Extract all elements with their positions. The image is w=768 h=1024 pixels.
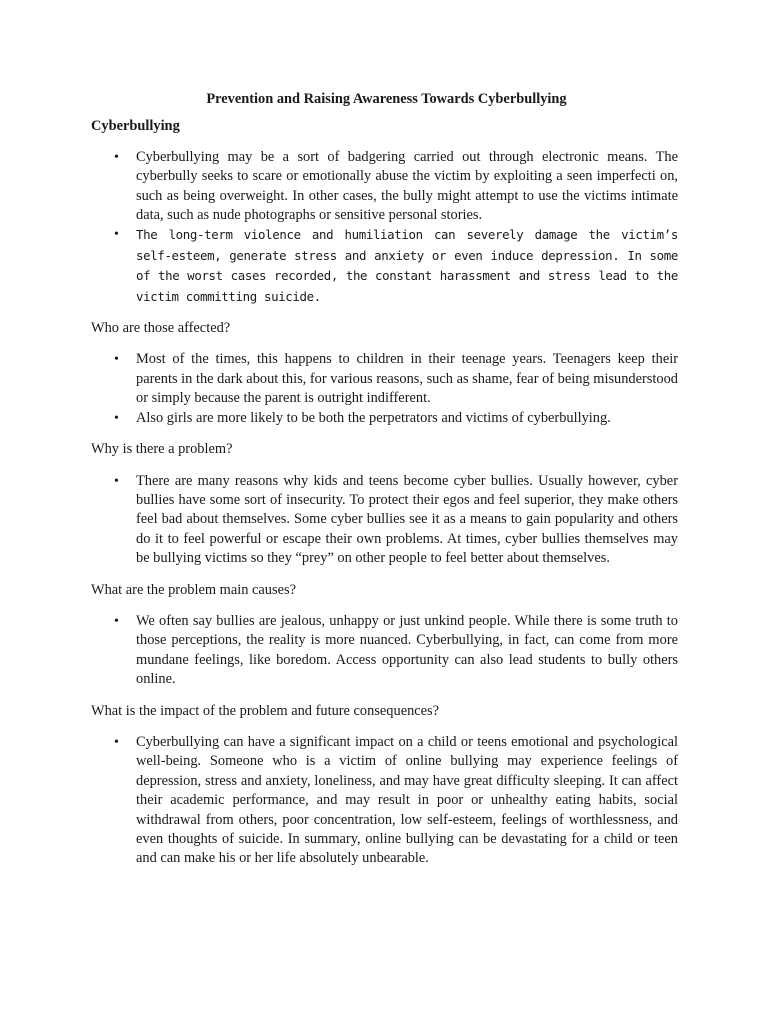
impact-bullet-list	[91, 733, 678, 869]
question-heading-causes: What are the problem main causes?	[91, 581, 296, 598]
list-item	[91, 733, 678, 869]
bullet-dot: •	[114, 352, 119, 368]
problem-bullet-list	[91, 472, 678, 569]
bullet-dot: •	[114, 410, 119, 426]
list-item	[91, 225, 678, 307]
bullet-dot: •	[114, 149, 119, 165]
bullet-dot: •	[114, 613, 119, 629]
bullet-text: Cyberbullying can have a significant impact on a child or teens emotional and psychological well-being. Someone who is a victim of online bullying may experience feelings of depression, stress and anxiety, loneliness, and may have great difficulty sleeping. It can affect their academic performance, and may result in poor or unhealthy eating habits, social withdrawal from others, poor concentration, low self-esteem, feelings of worthlessness, and even thoughts of suicide. In summary, online bullying can be devastating for a child or teen and can make his or her life absolutely unbearable.	[136, 733, 678, 867]
bullet-text: Also girls are more likely to be both the perpetrators and victims of cyberbullying.	[136, 409, 611, 426]
list-item	[91, 350, 678, 408]
document-title: Prevention and Raising Awareness Towards Cyberbullying	[206, 91, 567, 107]
question-heading-impact: What is the impact of the problem and future consequences?	[91, 702, 440, 719]
question-heading-affected: Who are those affected?	[91, 320, 231, 337]
bullet-text: There are many reasons why kids and teens become cyber bullies. Usually however, cyber bullies have some sort of insecurity. To protect their egos and feel superior, they make others feel bad about themselves. Some cyber bullies see it as a means to gain popularity and others do it to feel powerful or escape their own problems. At times, cyber bullies themselves may be bullying victims so they “prey” on other people to feel better about themselves.	[136, 472, 678, 567]
document-page	[91, 90, 678, 881]
bullet-text: Most of the times, this happens to children in their teenage years. Teenagers keep their parents in the dark about this, for various reasons, such as shame, fear of being misunderstood or simply because the parent is outright indifferent.	[136, 351, 678, 407]
causes-bullet-list	[91, 612, 678, 690]
bullet-text: Cyberbullying may be a sort of badgering carried out through electronic means. The cyberbully seeks to scare or emotionally abuse the victim by exploiting a seen imperfecti on, such as being overweight. In other cases, the bully might attempt to use the victims intimate data, such as nude photographs or sensitive personal stories.	[136, 148, 678, 224]
bullet-dot: •	[114, 473, 119, 489]
list-item	[91, 612, 678, 690]
section-heading: Cyberbullying	[91, 118, 180, 135]
bullet-dot: •	[114, 734, 119, 750]
bullet-text: The long-term violence and humiliation can severely damage the victim’s self-esteem, generate stress and anxiety or even induce depression. In some of the worst cases recorded, the constant harassment and stress lead to the victim committing suicide.	[136, 227, 678, 304]
intro-bullet-list	[91, 148, 678, 307]
affected-bullet-list	[91, 350, 678, 428]
bullet-text: We often say bullies are jealous, unhappy or just unkind people. While there is some truth to those perceptions, the reality is more nuanced. Cyberbullying, in fact, can come from more mundane feelings, like boredom. Access opportunity can also lead students to bully others online.	[136, 612, 678, 688]
list-item	[91, 472, 678, 569]
list-item	[91, 148, 678, 226]
list-item	[91, 409, 678, 428]
question-heading-problem: Why is there a problem?	[91, 441, 233, 458]
bullet-dot: •	[114, 227, 119, 243]
